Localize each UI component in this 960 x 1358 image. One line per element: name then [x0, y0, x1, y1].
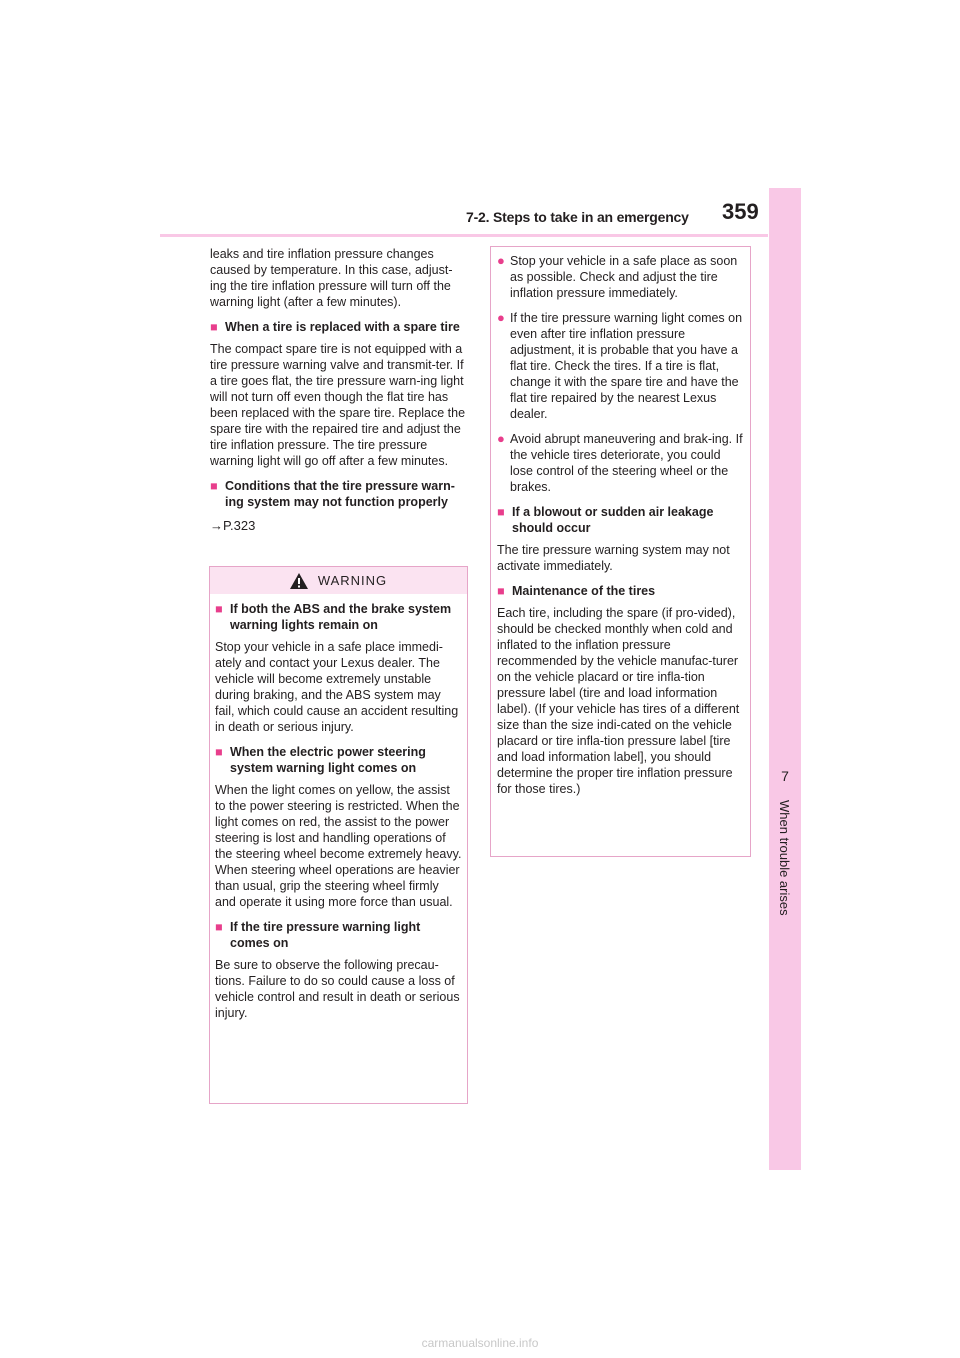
warning-continued-box [490, 246, 751, 857]
warning-item-body: Be sure to observe the following precau-tions. Failure to do so could cause a loss of vehicle control and result in death or serious injury. [215, 958, 460, 1020]
intro-paragraph: leaks and tire inflation pressure changes caused by temperature. In this case, adjust-ing the tire inflation pressure will turn off the warning light (after a few minutes). [210, 247, 453, 309]
section-heading-text: When a tire is replaced with a spare tire [225, 320, 460, 334]
warning-item-heading [215, 919, 462, 951]
list-item [497, 431, 745, 495]
section-heading [210, 319, 468, 335]
section-title: 7-2. Steps to take in an emergency [466, 209, 689, 225]
chapter-side-tab [769, 188, 801, 1170]
left-column [210, 246, 468, 533]
section-body: The tire pressure warning system may not activate immediately. [497, 543, 730, 573]
header-rule [160, 234, 768, 237]
warning-title: WARNING [317, 573, 388, 588]
section-heading-text: Maintenance of the tires [512, 584, 656, 598]
round-bullet-icon: ● [497, 310, 505, 325]
warning-item-body: When the light comes on yellow, the assist to the power steering is restricted. When the light comes on red, the assist to the power steering is lost and handling operations of the steering wheel become extremely heavy. When steering wheel operations are heavier than usual, grip the steering wheel firmly and operate it using more force than usual. [215, 783, 462, 909]
warning-triangle-icon [290, 573, 308, 589]
section-heading-text: If a blowout or sudden air leakage should occur [512, 505, 714, 535]
list-item [497, 253, 745, 301]
square-bullet-icon: ■ [215, 745, 223, 759]
list-item-text: If the tire pressure warning light comes on even after tire inflation pressure adjustment, it is probable that you have a flat tire. Check the tires. If a tire is flat, change it with the spare tire and have the flat tire repaired by the nearest Lexus dealer. [510, 311, 743, 421]
round-bullet-icon: ● [497, 431, 505, 446]
list-item-text: Stop your vehicle in a safe place as soon as possible. Check and adjust the tire inflation pressure immediately. [510, 254, 738, 300]
warning-box [209, 566, 468, 1104]
page-reference-link[interactable]: →P.323 [210, 518, 256, 533]
list-item-text: Avoid abrupt maneuvering and brak-ing. If the vehicle tires deteriorate, you could lose control of the steering wheel or the brakes. [510, 432, 743, 494]
warning-body [210, 594, 467, 1021]
section-heading [497, 583, 745, 599]
chapter-title: When trouble arises [777, 800, 792, 916]
round-bullet-icon: ● [497, 253, 505, 268]
warning-header [210, 567, 467, 594]
warning-item-heading [215, 744, 462, 776]
square-bullet-icon: ■ [497, 584, 505, 598]
square-bullet-icon: ■ [497, 505, 505, 519]
square-bullet-icon: ■ [210, 479, 218, 493]
warning-item-body: Stop your vehicle in a safe place immedi-ately and contact your Lexus dealer. The vehicle will become extremely unstable during braking, and the ABS system may fail, which could cause an accident resulting in death or serious injury. [215, 640, 459, 734]
section-body: Each tire, including the spare (if pro-vided), should be checked monthly when cold and inflated to the inflation pressure recommended by the vehicle manufac-turer on the vehicle placard or tire infla-tion pressure label (tire and load information label). (If your vehicle has tires of a different size than the size indi-cated on the vehicle placard or tire infla-tion pressure label [tire and load information label], you should determine the proper tire inflation pressure for those tires.) [497, 606, 740, 796]
warning-item-heading-text: If both the ABS and the brake system warning lights remain on [230, 602, 452, 632]
square-bullet-icon: ■ [215, 920, 223, 934]
list-item [497, 310, 745, 422]
section-body: The compact spare tire is not equipped with a tire pressure warning valve and transmit-ter. If a tire goes flat, the tire pressure warn-ing light will not turn off even though the flat tire has been replaced with the spare tire. Replace the spare tire with the repaired tire and adjust the tire inflation pressure. The tire pressure warning light will go off after a few minutes. [210, 342, 466, 468]
warning-item-heading [215, 601, 462, 633]
square-bullet-icon: ■ [210, 320, 218, 334]
chapter-number: 7 [781, 768, 789, 784]
section-heading [210, 478, 468, 510]
warning-item-heading-text: If the tire pressure warning light comes on [230, 920, 421, 950]
watermark: carmanualsonline.info [421, 1336, 539, 1350]
square-bullet-icon: ■ [215, 602, 223, 616]
section-heading [497, 504, 745, 536]
page-number: 359 [722, 199, 759, 224]
warning-item-heading-text: When the electric power steering system warning light comes on [230, 745, 426, 775]
section-heading-text: Conditions that the tire pressure warn-ing system may not function properly [225, 479, 455, 509]
